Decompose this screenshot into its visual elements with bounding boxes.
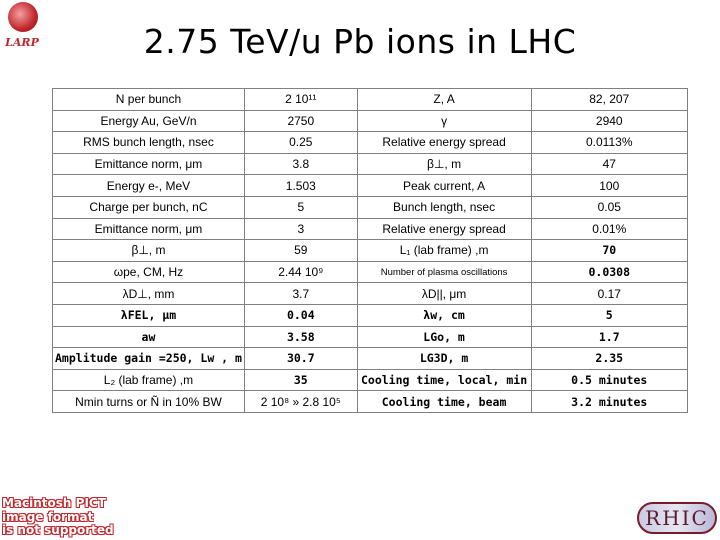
- table-cell: 0.01%: [531, 218, 688, 240]
- table-cell: 3.2 minutes: [531, 391, 688, 413]
- table-cell: 100: [531, 175, 688, 197]
- table-cell: Energy e-, MeV: [53, 175, 245, 197]
- table-cell: 2 10¹¹: [244, 89, 357, 111]
- table-cell: 2.44 10⁹: [244, 261, 357, 283]
- table-row: [53, 218, 688, 240]
- table-row: [53, 175, 688, 197]
- parameters-table: [52, 88, 688, 413]
- rhic-logo: RHIC: [637, 502, 717, 534]
- table-cell: 3.7: [244, 283, 357, 305]
- table-cell: Nmin turns or Ñ in 10% BW: [53, 391, 245, 413]
- table-cell: 47: [531, 153, 688, 175]
- table-cell: Emittance norm, μm: [53, 218, 245, 240]
- table-cell: 59: [244, 240, 357, 262]
- table-cell: ωpe, CM, Hz: [53, 261, 245, 283]
- table-row: [53, 196, 688, 218]
- table-cell: Energy Au, GeV/n: [53, 110, 245, 132]
- table-cell: Amplitude gain =250, Lw , m: [53, 348, 245, 370]
- table-cell: RMS bunch length, nsec: [53, 132, 245, 154]
- table-row: [53, 283, 688, 305]
- table-cell: Number of plasma oscillations: [357, 261, 531, 283]
- table-cell: β⊥, m: [53, 240, 245, 262]
- slide-title: 2.75 TeV/u Pb ions in LHC: [143, 22, 577, 61]
- table-cell: 35: [244, 369, 357, 391]
- table-row: [53, 240, 688, 262]
- table-cell: 0.04: [244, 304, 357, 326]
- table-row: [53, 261, 688, 283]
- table-cell: 30.7: [244, 348, 357, 370]
- table-cell: 1.7: [531, 326, 688, 348]
- table-cell: 2750: [244, 110, 357, 132]
- table-cell: λD||, μm: [357, 283, 531, 305]
- table-cell: 0.25: [244, 132, 357, 154]
- unsupported-image-notice: [0, 497, 150, 540]
- table-cell: Cooling time, local, min: [357, 369, 531, 391]
- table-row: [53, 110, 688, 132]
- table-row: [53, 326, 688, 348]
- table-cell: Relative energy spread: [357, 218, 531, 240]
- table-cell: 0.5 minutes: [531, 369, 688, 391]
- table-cell: Charge per bunch, nC: [53, 196, 245, 218]
- table-cell: 0.0113%: [531, 132, 688, 154]
- table-cell: 3: [244, 218, 357, 240]
- table-cell: 82, 207: [531, 89, 688, 111]
- notice-line: Macintosh PICT: [2, 496, 106, 510]
- table-cell: LG3D, m: [357, 348, 531, 370]
- table-row: [53, 132, 688, 154]
- table-row: [53, 348, 688, 370]
- table-cell: LGo, m: [357, 326, 531, 348]
- table-row: [53, 369, 688, 391]
- table-cell: 5: [244, 196, 357, 218]
- table-cell: 1.503: [244, 175, 357, 197]
- larp-logo-label: LARP: [5, 36, 39, 49]
- table-cell: N per bunch: [53, 89, 245, 111]
- table-cell: γ: [357, 110, 531, 132]
- table-row: [53, 391, 688, 413]
- table-cell: λw, cm: [357, 304, 531, 326]
- table-cell: Cooling time, beam: [357, 391, 531, 413]
- table-cell: 2940: [531, 110, 688, 132]
- table-cell: 0.05: [531, 196, 688, 218]
- notice-line: image format: [2, 509, 94, 524]
- table-cell: 0.17: [531, 283, 688, 305]
- table-cell: aw: [53, 326, 245, 348]
- table-cell: 70: [531, 240, 688, 262]
- table-cell: Emittance norm, μm: [53, 153, 245, 175]
- table-row: [53, 153, 688, 175]
- table-cell: 5: [531, 304, 688, 326]
- table-cell: Relative energy spread: [357, 132, 531, 154]
- table-cell: Z, A: [357, 89, 531, 111]
- table-cell: 2 10⁸ » 2.8 10⁵: [244, 391, 357, 413]
- notice-line: is not supported: [2, 523, 114, 537]
- table-cell: Bunch length, nsec: [357, 196, 531, 218]
- table-row: [53, 89, 688, 111]
- table-cell: L₁ (lab frame) ,m: [357, 240, 531, 262]
- table-cell: L₂ (lab frame) ,m: [53, 369, 245, 391]
- table-cell: β⊥, m: [357, 153, 531, 175]
- table-cell: 3.8: [244, 153, 357, 175]
- table-cell: 0.0308: [531, 261, 688, 283]
- table-cell: Peak current, A: [357, 175, 531, 197]
- table-cell: λD⊥, mm: [53, 283, 245, 305]
- table-cell: 3.58: [244, 326, 357, 348]
- table-cell: 2.35: [531, 348, 688, 370]
- table-row: [53, 304, 688, 326]
- table-cell: λFEL, μm: [53, 304, 245, 326]
